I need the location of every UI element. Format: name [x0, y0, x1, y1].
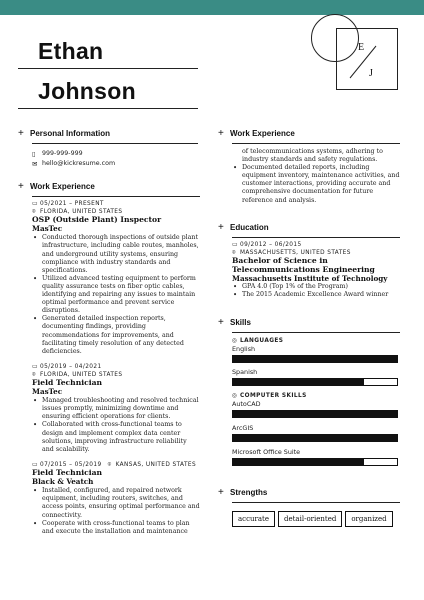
skill-label: Microsoft Office Suite [232, 448, 301, 456]
school-name: Massachusetts Institute of Technology [232, 273, 388, 283]
list-item: • Conducted thorough inspections of outside plant infrastructure, including cable routes, manholes, and underground utility systems, ensuring compliance with industry standards and specifications. [41, 234, 200, 274]
skills-heading: + Skills [218, 317, 251, 328]
job-title: Field Technician [32, 467, 103, 477]
plus-icon: + [218, 317, 224, 328]
list-item: • Generated detailed inspection reports, documenting findings, providing recommendations for improvements, and facilitating timely resolution of any detected deficiencies. [41, 315, 200, 355]
work-experience-heading: + Work Experience [218, 128, 295, 139]
education-location: ⌾ MASSACHUSETTS, UNITED STATES [232, 249, 351, 256]
calendar-icon: ▭ [32, 362, 39, 370]
education-section [218, 222, 400, 299]
list-item: • Documented detailed reports, including equipment inventory, maintenance activities, and customer interactions, providing accurate and comprehensive documentation for future reference and analysis. [241, 164, 400, 204]
skill-bar-fill [233, 379, 364, 385]
job-bullets [32, 397, 200, 454]
plus-icon: + [218, 222, 224, 233]
monitor-icon: ◎ [232, 393, 238, 399]
calendar-icon: ▭ [32, 460, 39, 468]
calendar-icon: ▭ [232, 241, 239, 248]
job-dates-location: ▭ 07/2015 – 05/2019 ⌾ KANSAS, UNITED STATES [32, 460, 197, 468]
languages-heading: ◎ LANGUAGES [232, 338, 284, 344]
employer-name: Black & Veatch [32, 476, 94, 486]
calendar-icon: ▭ [32, 200, 39, 207]
monogram-letter-e: E [358, 42, 365, 53]
skill-bar-fill [233, 435, 397, 441]
skill-label: AutoCAD [232, 400, 261, 408]
location-pin-icon: ⌾ [232, 249, 237, 256]
skill-bar [232, 355, 398, 363]
first-name: Ethan [38, 38, 104, 64]
personal-information-section [18, 128, 198, 169]
monogram-letter-j: J [369, 68, 373, 79]
job-location: ⌾ FLORIDA, UNITED STATES [32, 208, 123, 215]
globe-icon: ◎ [232, 338, 238, 344]
section-divider [232, 332, 400, 333]
degree-line-1: Bachelor of Science in [232, 256, 328, 265]
phone-row [32, 149, 198, 159]
job-title: OSP (Outside Plant) Inspector [32, 215, 162, 224]
education-notes [232, 283, 400, 299]
phone-icon: ▯ [32, 150, 36, 158]
name-divider-top [18, 68, 198, 69]
top-accent-bar [0, 0, 424, 15]
monogram-slash [336, 28, 398, 90]
last-name: Johnson [38, 78, 136, 104]
employer-name: MasTec [32, 386, 63, 396]
strengths-section [218, 487, 400, 527]
job-entry [32, 363, 200, 454]
list-item: • Managed troubleshooting and resolved technical issues promptly, minimizing downtime and ensuring efficient operations for clients. [41, 397, 200, 421]
education-dates: ▭ 09/2012 – 06/2015 [232, 241, 302, 248]
skill-bar [232, 458, 398, 466]
section-divider [232, 502, 400, 503]
job-bullets [32, 487, 200, 536]
list-item: • Installed, configured, and repaired network equipment, including routers, switches, and access points, ensuring optimal performance and connectivity. [41, 487, 200, 519]
plus-icon: + [218, 487, 224, 498]
skill-label: Spanish [232, 368, 258, 376]
job-bullets-continued [232, 148, 400, 205]
location-pin-icon: ⌾ [107, 460, 112, 468]
job-dates: ▭ 05/2021 – PRESENT [32, 200, 104, 207]
list-item: • The 2015 Academic Excellence Award winner [241, 291, 400, 299]
envelope-icon: ✉ [32, 160, 38, 168]
personal-information-heading: + Personal Information [18, 128, 111, 139]
skill-label: ArcGIS [232, 424, 254, 432]
job-bullets [32, 234, 200, 355]
section-divider [32, 143, 198, 144]
location-pin-icon: ⌾ [32, 370, 37, 378]
skill-label: English [232, 345, 256, 353]
strengths-heading: + Strengths [218, 487, 268, 498]
section-divider [232, 237, 400, 238]
skill-bar-fill [233, 411, 397, 417]
email-row [32, 159, 198, 169]
work-experience-section [18, 181, 200, 536]
list-item: • Collaborated with cross-functional teams to design and implement complex data center solutions, improving infrastructure reliability and scalability. [41, 421, 200, 453]
computer-skills-heading: ◎ COMPUTER SKILLS [232, 393, 307, 399]
email-address: hello@kickresume.com [42, 160, 116, 167]
education-heading: + Education [218, 222, 269, 233]
plus-icon: + [18, 181, 24, 192]
work-experience-continued-section [218, 128, 400, 205]
skill-bar-fill [233, 356, 397, 362]
location-pin-icon: ⌾ [32, 208, 37, 215]
list-item: • Utilized advanced testing equipment to perform quality assurance tests on fiber optic cables, identifying and repairing any issues to maintain optimal performance and prevent service disruptions. [41, 275, 200, 315]
job-title: Field Technician [32, 377, 103, 387]
skill-bar [232, 434, 398, 442]
strength-tag: accurate [232, 511, 275, 527]
section-divider [32, 196, 200, 197]
skill-bar-fill [233, 459, 364, 465]
plus-icon: + [218, 128, 224, 139]
list-item: • Cooperate with cross-functional teams to plan and execute the installation and maintenance [41, 520, 200, 536]
work-experience-heading: + Work Experience [18, 181, 95, 192]
skills-section [218, 317, 400, 466]
skill-bar [232, 378, 398, 386]
list-item-continued: of telecommunications systems, adhering to industry standards and safety regulations. [242, 148, 383, 164]
plus-icon: + [18, 128, 24, 139]
job-entry [32, 200, 200, 356]
job-entry [32, 461, 200, 536]
degree-line-2: Telecommunications Engineering [232, 264, 375, 274]
name-divider-bottom [18, 108, 198, 109]
list-item: • GPA 4.0 (Top 1% of the Program) [241, 283, 400, 291]
job-location: ⌾ FLORIDA, UNITED STATES [32, 370, 123, 378]
skill-bar [232, 410, 398, 418]
job-dates: ▭ 05/2019 – 04/2021 [32, 362, 102, 370]
employer-name: MasTec [32, 223, 63, 233]
section-divider [232, 143, 400, 144]
strength-tag: detail-oriented [278, 511, 342, 527]
phone-number: 999-999-999 [42, 150, 83, 157]
strength-tag: organized [345, 511, 392, 527]
